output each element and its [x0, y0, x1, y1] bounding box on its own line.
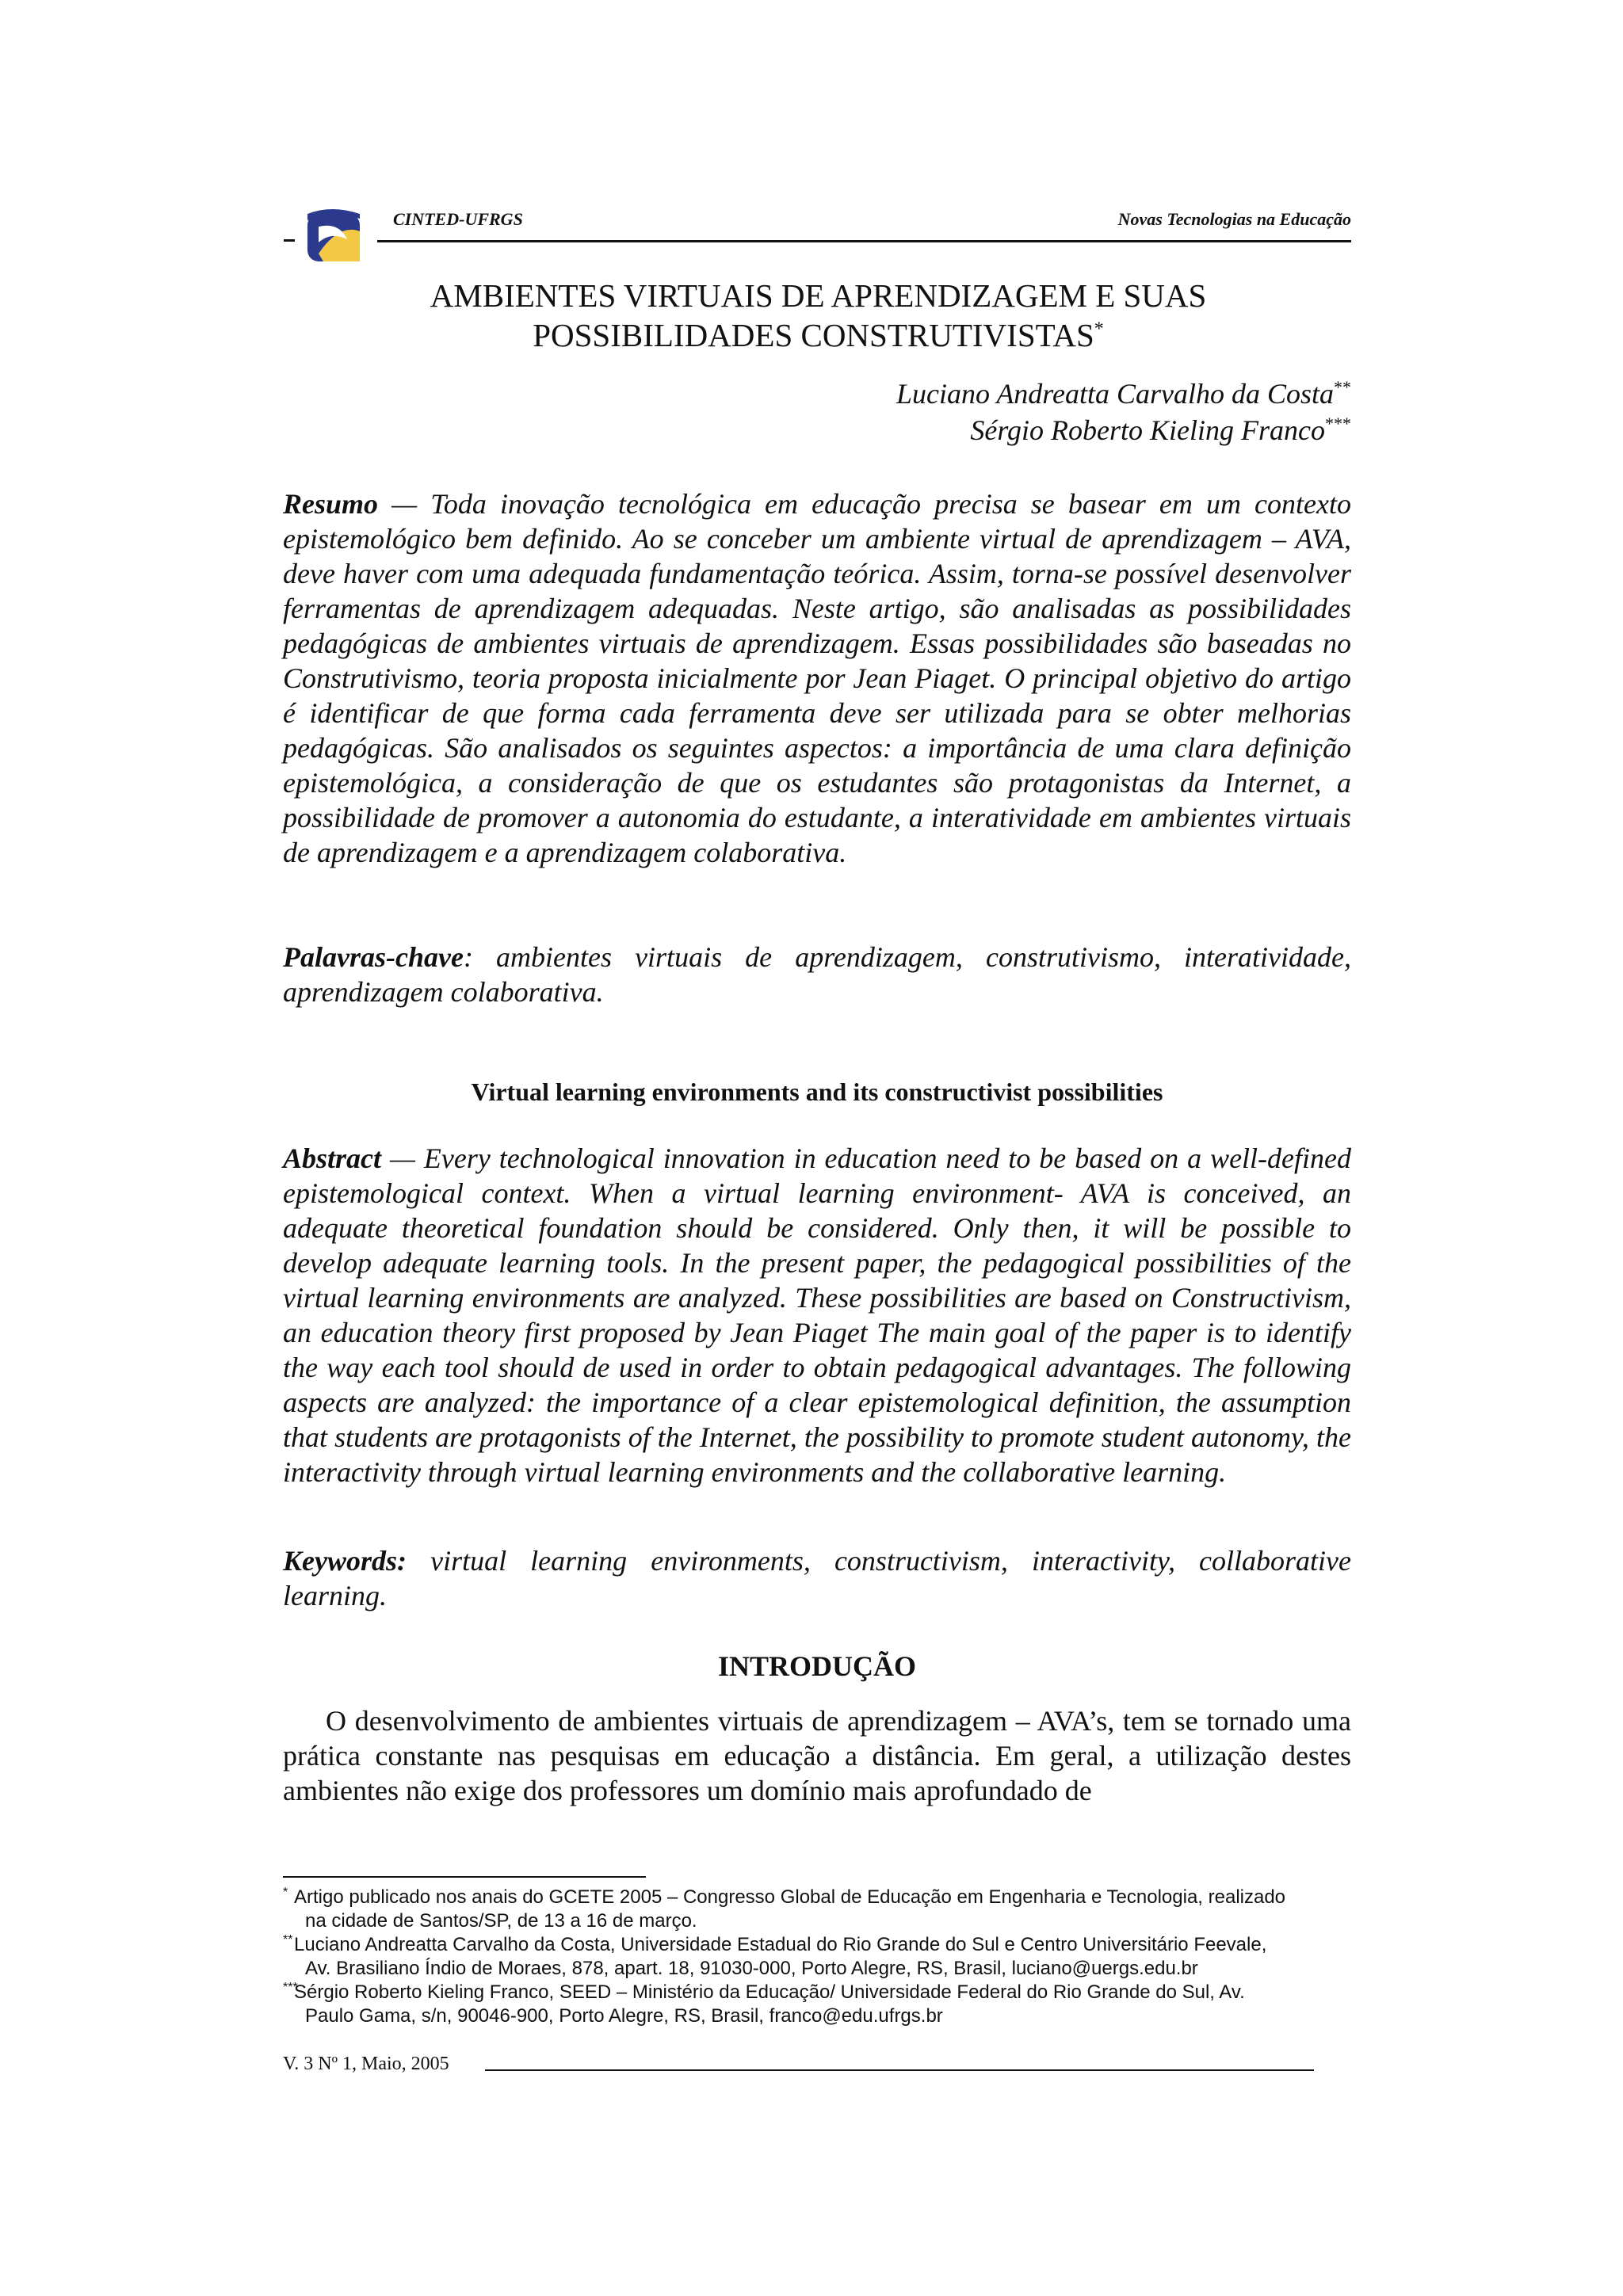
- resumo-label: Resumo: [283, 488, 379, 520]
- keywords-label: Keywords:: [283, 1545, 407, 1577]
- footnote-1: [283, 1886, 1351, 1933]
- author-1: [896, 376, 1351, 412]
- footnote-3-line1: Sérgio Roberto Kieling Franco, SEED – Ministério da Educação/ Universidade Federal do Rio Grande do Sul, Av.: [294, 1981, 1245, 2003]
- footnote-3: [283, 1981, 1351, 2028]
- title-line-1: AMBIENTES VIRTUAIS DE APRENDIZAGEM E SUAS: [430, 277, 1207, 314]
- title-footnote-mark: *: [1094, 318, 1104, 340]
- abstract-dash: —: [381, 1142, 424, 1174]
- keywords-paragraph: [283, 1543, 1351, 1613]
- footnote-1-line2: na cidade de Santos/SP, de 13 a 16 de março.: [305, 1910, 697, 1932]
- author-2-name: Sérgio Roberto Kieling Franco: [970, 414, 1325, 446]
- intro-heading: INTRODUÇÃO: [717, 1650, 916, 1682]
- footnote-2-line2: Av. Brasiliano Índio de Moraes, 878, apart. 18, 91030-000, Porto Alegre, RS, Brasil, luciano@uergs.edu.br: [305, 1958, 1198, 1979]
- palavras-chave-label: Palavras-chave: [283, 941, 464, 973]
- cinted-logo-icon: [284, 208, 379, 265]
- footnote-2: [283, 1933, 1351, 1981]
- author-2: [896, 412, 1351, 448]
- palavras-chave-text: : ambientes virtuais de aprendizagem, construtivismo, interatividade, aprendizagem colaborativa.: [283, 941, 1351, 1008]
- author-1-name: Luciano Andreatta Carvalho da Costa: [896, 378, 1334, 410]
- palavras-chave-paragraph: [283, 940, 1351, 1009]
- abstract-text: Every technological innovation in education need to be based on a well-defined epistemological context. When a virtual learning environment- AVA is conceived, an adequate theoretical foundation should be considered. Only then, it will be possible to develop adequate learning tools. In the present paper, the pedagogical possibilities of the virtual learning environments are analyzed. These possibilities are based on Constructivism, an education theory first proposed by Jean Piaget The main goal of the paper is to identify the way each tool should de used in order to obtain pedagogical advantages. The following aspects are analyzed: the importance of a clear epistemological definition, the assumption that students are protagonists of the Internet, the possibility to promote student autonomy, the interactivity through virtual learning environments and the collaborative learning.: [283, 1142, 1351, 1488]
- author-2-mark: ***: [1325, 414, 1351, 433]
- issue-footer: V. 3 Nº 1, Maio, 2005: [283, 2054, 449, 2074]
- footnote-rule: [283, 1876, 646, 1878]
- header-institution: CINTED-UFRGS: [393, 209, 523, 229]
- title-line-2-text: POSSIBILIDADES CONSTRUTIVISTAS: [533, 317, 1094, 353]
- resumo-text: Toda inovação tecnológica em educação precisa se basear em um contexto epistemológico bem definido. Ao se conceber um ambiente virtual de aprendizagem – AVA, deve haver com uma adequada fundamentação teórica. Assim, torna-se possível desenvolver ferramentas de aprendizagem adequadas. Neste artigo, são analisadas as possibilidades pedagógicas de ambientes virtuais de aprendizagem. Essas possibilidades são baseadas no Construtivismo, teoria proposta inicialmente por Jean Piaget. O principal objetivo do artigo é identificar de que forma cada ferramenta deve ser utilizada para se obter melhorias pedagógicas. São analisados os seguintes aspectos: a importância de uma clara definição epistemológica, a consideração de que os estudantes são protagonistas da Internet, a possibilidade de promover a autonomia do estudante, a interatividade em ambientes virtuais de aprendizagem e a aprendizagem colaborativa.: [283, 488, 1351, 868]
- header-journal: Novas Tecnologias na Educação: [1117, 209, 1351, 229]
- keywords-text: virtual learning environments, constructivism, interactivity, collaborative learning.: [283, 1545, 1351, 1611]
- author-1-mark: **: [1334, 377, 1351, 397]
- english-title: Virtual learning environments and its constructivist possibilities: [471, 1077, 1163, 1106]
- abstract-paragraph: [283, 1141, 1351, 1489]
- footnotes: [283, 1886, 1351, 2028]
- title-line-2: [285, 315, 1351, 355]
- footnote-3-mark: ***: [283, 1981, 298, 1994]
- header-rule: [377, 240, 1351, 242]
- paper-title: [285, 276, 1351, 355]
- resumo-dash: —: [378, 488, 431, 520]
- resumo-paragraph: [283, 486, 1351, 870]
- author-list: [896, 376, 1351, 448]
- footer-rule: [485, 2069, 1314, 2071]
- footnote-2-line1: Luciano Andreatta Carvalho da Costa, Universidade Estadual do Rio Grande do Sul e Centro Universitário Feevale,: [294, 1934, 1267, 1955]
- abstract-label: Abstract: [283, 1142, 382, 1174]
- footnote-2-mark: **: [283, 1933, 293, 1947]
- intro-paragraph: O desenvolvimento de ambientes virtuais de aprendizagem – AVA’s, tem se tornado uma prática constante nas pesquisas em educação a distância. Em geral, a utilização destes ambientes não exige dos professores um domínio mais aprofundado de: [283, 1705, 1351, 1806]
- footnote-3-line2: Paulo Gama, s/n, 90046-900, Porto Alegre, RS, Brasil, franco@edu.ufrgs.br: [305, 2005, 943, 2027]
- footnote-1-line1: Artigo publicado nos anais do GCETE 2005 – Congresso Global de Educação em Engenharia e Tecnologia, realizado: [294, 1886, 1286, 1908]
- footnote-1-mark: *: [283, 1886, 288, 1899]
